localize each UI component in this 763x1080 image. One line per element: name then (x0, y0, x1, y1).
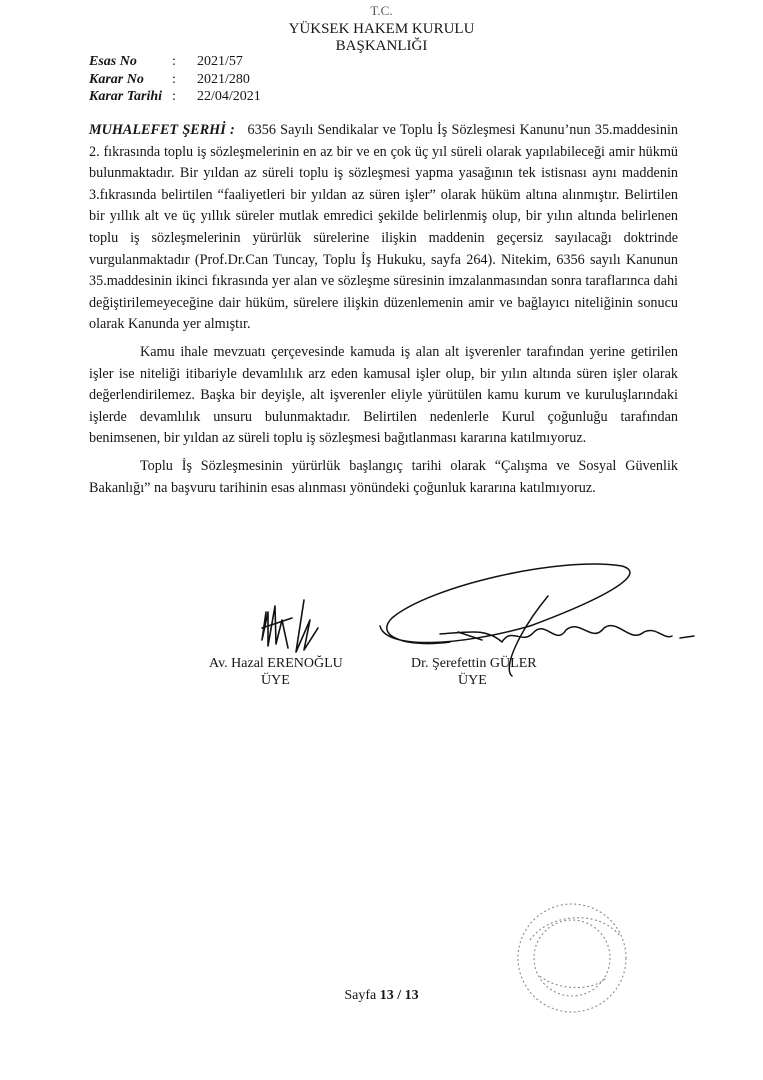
signatory-role: ÜYE (261, 673, 290, 688)
esas-separator: : (172, 54, 176, 69)
tarih-separator: : (172, 89, 176, 105)
paragraph-1-text: 6356 Sayılı Sendikalar ve Toplu İş Sözleşmesi Kanunu’nun 35.maddesinin 2. fıkrasında toplu iş sözleşmelerinin en az bir ve en çok üç yıl süreli olarak yapılabileceği amir hükmü bulunmaktadır. Bir yıldan az süreli toplu iş sözleşmesi yapma yasağının tek istisnası aynı maddenin 3.fıkrasında belirtilen “faaliyetleri bir yıldan az süren işler” olarak hüküm altına alınmıştır. Belirtilen bir yıllık alt ve üç yıllık süreler mutlak emredici şekilde belirlenmiş olup, bir yılın altında belirlenen toplu iş sözleşmelerinin yürürlük sürelerine ilişkin maddenin geçersiz sayılacağı doktrinde vurgulanmaktadır (Prof.Dr.Can Tuncay, Toplu İş Hukuku, sayfa 264). Nitekim, 6356 sayılı Kanunun 35.maddesinin ikinci fıkrasında yer alan ve sözleşme süresinin imzalanmasından sonra taraflarınca dahi değiştirilemeyeceğine dair hüküm, sürelere ilişkin düzenlemenin amir ve bağlayıcı niteliğinin sonucu olarak Kanunda yer almıştır. (89, 122, 679, 333)
signature-block-erenoglu (209, 655, 343, 689)
header-organization: YÜKSEK HAKEM KURULU (288, 21, 475, 37)
tarih-value: 22/04/2021 (197, 89, 261, 105)
paragraph-3: Toplu İş Sözleşmesinin yürürlük başlangıç tarihi olarak “Çalışma ve Sosyal Güvenlik Bakanlığı” na başvuru tarihinin esas alınması yönündeki çoğunluk kararına katılmıyoruz. (89, 457, 678, 496)
karar-label: Karar No (89, 71, 144, 87)
signature-erenoglu (262, 600, 318, 652)
header-department: BAŞKANLIĞI (335, 38, 428, 54)
karar-value: 2021/280 (197, 71, 250, 87)
signature-block-guler (411, 655, 537, 689)
signatory-role: ÜYE (458, 673, 487, 688)
footer-prefix: Sayfa (344, 988, 377, 1003)
page-footer (0, 988, 763, 1004)
tarih-label: Karar Tarihi (89, 89, 163, 105)
karar-separator: : (172, 71, 176, 87)
page-number: 13 / 13 (379, 988, 419, 1003)
dissent-heading: MUHALEFET ŞERHİ : (89, 122, 235, 138)
esas-value: 2021/57 (197, 54, 243, 69)
signatory-name: Av. Hazal ERENOĞLU (209, 656, 343, 671)
esas-label: Esas No (89, 54, 137, 69)
header-tc: T.C. (370, 3, 393, 18)
paragraph-2: Kamu ihale mevzuatı çerçevesinde kamuda iş alan alt işverenler tarafından yerine getirilen işler ise niteliği itibariyle devamlılık arz eden kamusal işler olup, bir yılın altında süren işler olarak değerlendirilemez. Başka bir deyişle, alt işverenler eliyle yürütülen kamu kurum ve kuruluşlarındaki işlerde devamlılık unsuru bulunmaktadır. Belirtilen nedenlerle Kurul çoğunluğu tarafından benimsenen, bir yıldan az süreli toplu iş sözleşmesi bağıtlanması kararına katılmıyoruz. (89, 343, 678, 447)
signatory-name: Dr. Şerefettin GÜLER (411, 656, 537, 671)
